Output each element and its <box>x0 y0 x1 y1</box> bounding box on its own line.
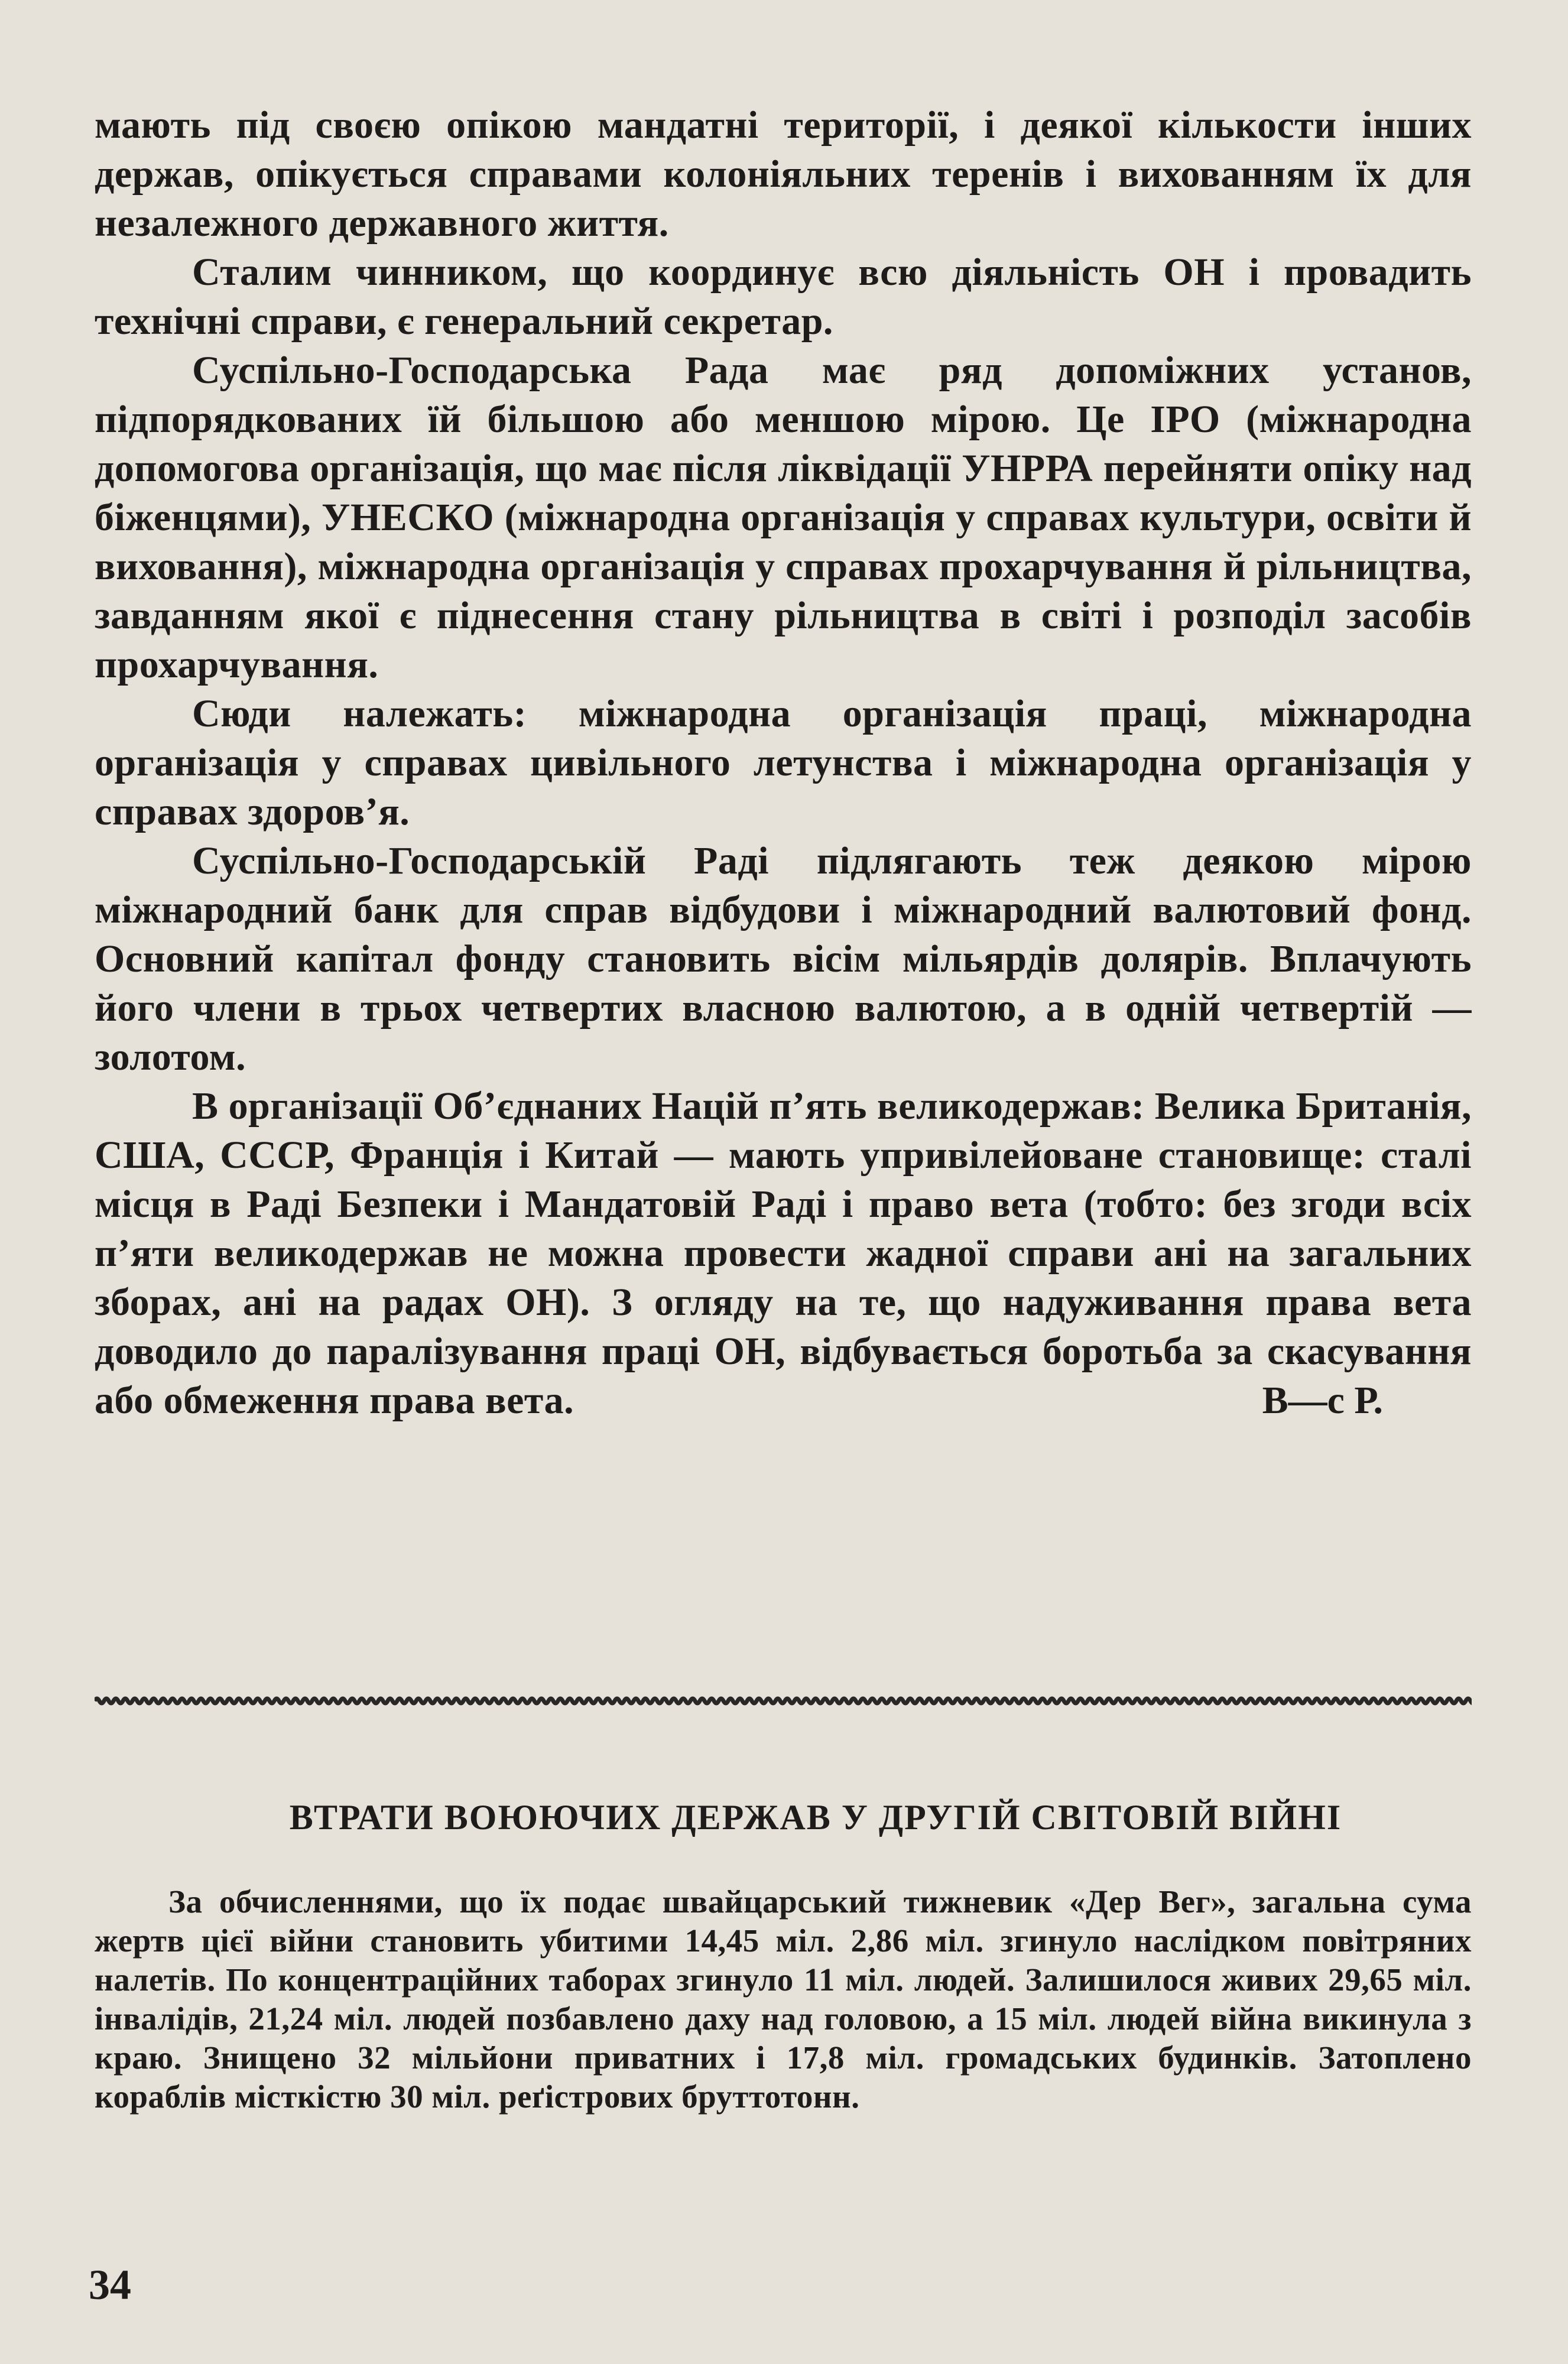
paragraph-3: Суспільно-Господарська Рада має ряд допоміжних установ, підпорядкованих їй більшою або меншою мірою. Це ІРО (міжнародна допомогова організація, що має після ліквідації УНРРА перейняти опіку над біженцями), УНЕСКО (міжнародна організація у справах культури, освіти й виховання), міжнародна організація у справах прохарчування й рільництва, завданням якої є піднесення стану рільництва в світі і розподіл засобів прохарчування. <box>95 349 1472 686</box>
article-body <box>95 100 1472 1425</box>
main-article <box>95 100 1472 1425</box>
author-signature: В—с Р. <box>1262 1379 1383 1422</box>
paragraph-1: мають під своєю опікою мандатні території, і деякої кількости інших держав, опікується справами колоніяльних теренів і вихованням їх для незалежного державного життя. <box>95 103 1472 245</box>
war-losses-note <box>95 1882 1472 2116</box>
page-number: 34 <box>89 2261 131 2308</box>
paragraph-2: Сталим чинником, що координує всю діяльність ОН і провадить технічні справи, є генеральний секретар. <box>95 251 1472 343</box>
paragraph-4: Сюди належать: міжнародна організація праці, міжнародна організація у справах цивільного летунства і міжнародна організація у справах здоров’я. <box>95 692 1472 833</box>
wavy-divider <box>95 1690 1472 1712</box>
paragraph-5: Суспільно-Господарській Раді підлягають теж деякою мірою міжнародний банк для справ відбудови і міжнародний валютовий фонд. Основний капітал фонду становить вісім мільярдів долярів. Вплачують його члени в трьох четвертих власною валютою, а в одній четвертій — золотом. <box>95 839 1472 1079</box>
war-losses-text: За обчисленнями, що їх подає швайцарський тижневик «Дер Вег», загальна сума жертв цієї війни становить убитими 14,45 міл. 2,86 міл. згинуло наслідком повітряних налетів. По концентраційних таборах згинуло 11 міл. людей. Залишилося живих 29,65 міл. інвалідів, 21,24 міл. людей позбавлено даху над головою, а 15 міл. людей війна викинула з краю. Знищено 32 мільйони приватних і 17,8 міл. громадських будинків. Затоплено кораблів місткістю 30 міл. реґістрових бруттотонн. <box>95 1884 1472 2115</box>
paragraph-6: В організації Об’єднаних Націй п’ять великодержав: Велика Британія, США, СССР, Франція і Китай — мають упривілейоване становище: сталі місця в Раді Безпеки і Мандатовій Раді і право вета (тобто: без згоди всіх п’яти великодержав не можна провести жадної справи ані на загальних зборах, ані на радах ОН). З огляду на те, що надуживання права вета доводило до паралізування праці ОН, відбувається боротьба за скасування або обмеження права вета. <box>95 1084 1472 1422</box>
section-title: ВТРАТИ ВОЮЮЧИХ ДЕРЖАВ У ДРУГІЙ СВІТОВІЙ ВІЙНІ <box>289 1798 1342 1837</box>
